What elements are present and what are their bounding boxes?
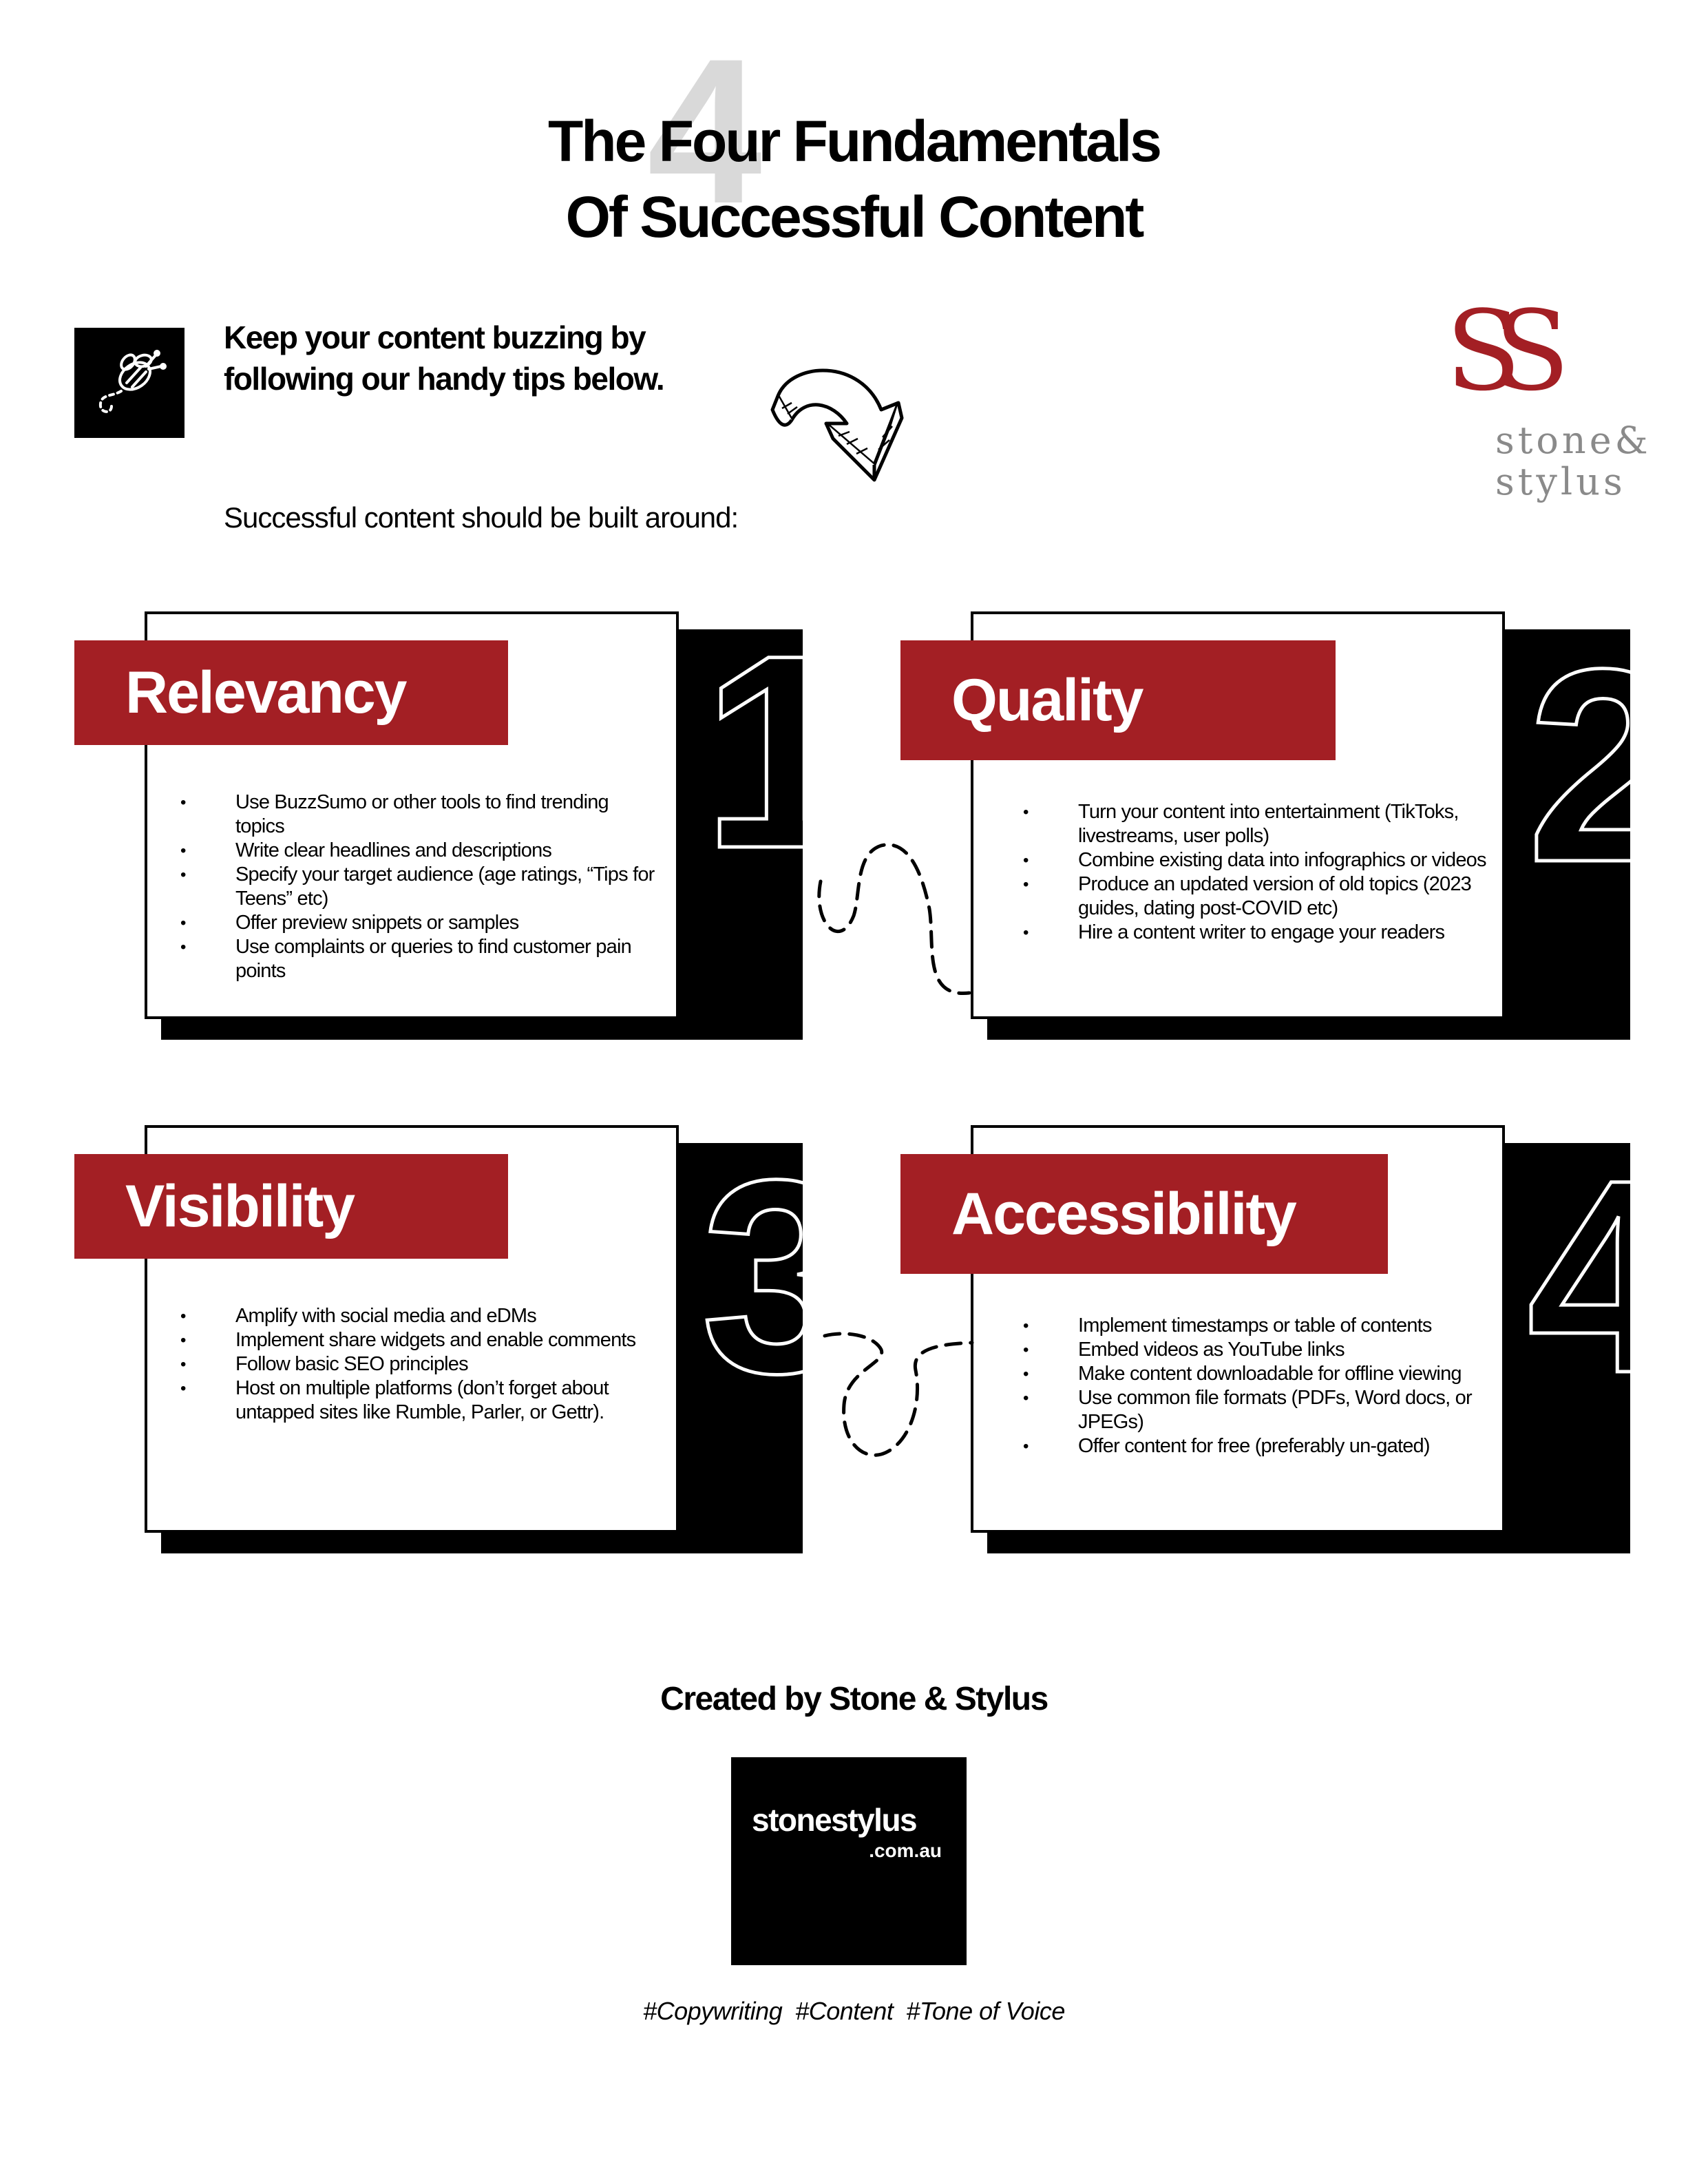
dashed-path-icon: [819, 1322, 978, 1501]
page-title-line1: The Four Fundamentals: [547, 109, 1161, 174]
list-item: • Implement share widgets and enable comments: [180, 1328, 662, 1352]
bee-icon: [74, 328, 184, 438]
card-bullets-accessibility: [1023, 1314, 1491, 1458]
page-title-line2: Of Successful Content: [565, 185, 1143, 249]
list-item: • Combine existing data into infographics or videos: [1023, 848, 1491, 872]
card-bullets-quality: [1023, 800, 1491, 945]
svg-text:2: 2: [1527, 611, 1680, 919]
card-numeral-1: [695, 598, 856, 905]
ss-monogram-logo: [1446, 303, 1563, 413]
list-item: • Produce an updated version of old topics (2023 guides, dating post-COVID etc): [1023, 872, 1491, 921]
list-item: • Turn your content into entertainment (TikToks, livestreams, user polls): [1023, 800, 1491, 848]
page-title: [0, 103, 1708, 255]
svg-text:1: 1: [702, 598, 856, 905]
list-item: • Follow basic SEO principles: [180, 1352, 662, 1376]
list-item: • Write clear headlines and descriptions: [180, 839, 662, 863]
list-item: • Specify your target audience (age ratings, “Tips for Teens” etc): [180, 863, 662, 911]
site-badge[interactable]: [731, 1757, 967, 1965]
site-badge-tld: .com.au: [869, 1840, 942, 1861]
card-label-quality: Quality: [900, 640, 1336, 760]
hashtags: #Copywriting #Content #Tone of Voice: [643, 1997, 1065, 2025]
decorative-numeral-four: 4: [647, 15, 755, 247]
card-label-accessibility: Accessibility: [900, 1154, 1388, 1274]
svg-text:4: 4: [1527, 1122, 1680, 1430]
list-item: • Offer content for free (preferably un-gated): [1023, 1434, 1491, 1458]
card-numeral-3: [695, 1122, 854, 1430]
created-by-text: Created by Stone & Stylus: [660, 1681, 1048, 1717]
dashed-path-icon: [812, 833, 978, 1005]
card-bullets-relevancy: [180, 790, 662, 983]
card-bullets-visibility: [180, 1304, 662, 1425]
intro-lead: Successful content should be built around:: [224, 501, 739, 534]
list-item: • Hire a content writer to engage your readers: [1023, 921, 1491, 945]
svg-text:SS: SS: [1446, 303, 1546, 413]
logo-wordmark-line2: stylus: [1495, 460, 1626, 503]
list-item: • Use BuzzSumo or other tools to find trending topics: [180, 790, 662, 839]
list-item: • Use common file formats (PDFs, Word docs, or JPEGs): [1023, 1386, 1491, 1434]
list-item: • Host on multiple platforms (don’t forget about untapped sites like Rumble, Parler, or Gettr).: [180, 1376, 662, 1425]
logo-wordmark-line1: stone&: [1495, 419, 1652, 462]
curved-arrow-icon: [764, 355, 916, 485]
card-numeral-2: [1521, 611, 1680, 919]
list-item: • Embed videos as YouTube links: [1023, 1338, 1491, 1362]
list-item: • Amplify with social media and eDMs: [180, 1304, 662, 1328]
card-label-relevancy: Relevancy: [74, 640, 508, 745]
card-numeral-4: [1521, 1122, 1680, 1430]
list-item: • Use complaints or queries to find customer pain points: [180, 935, 662, 983]
svg-text:3: 3: [701, 1122, 854, 1430]
intro-tagline: Keep your content buzzing by following our handy tips below.: [224, 319, 664, 397]
list-item: • Offer preview snippets or samples: [180, 911, 662, 935]
list-item: • Make content downloadable for offline viewing: [1023, 1362, 1491, 1386]
logo-wordmark: [1495, 420, 1654, 503]
list-item: • Implement timestamps or table of contents: [1023, 1314, 1491, 1338]
site-badge-domain: stonestylus: [752, 1802, 917, 1838]
bee-icon-box: [74, 328, 184, 438]
card-label-visibility: Visibility: [74, 1154, 508, 1259]
